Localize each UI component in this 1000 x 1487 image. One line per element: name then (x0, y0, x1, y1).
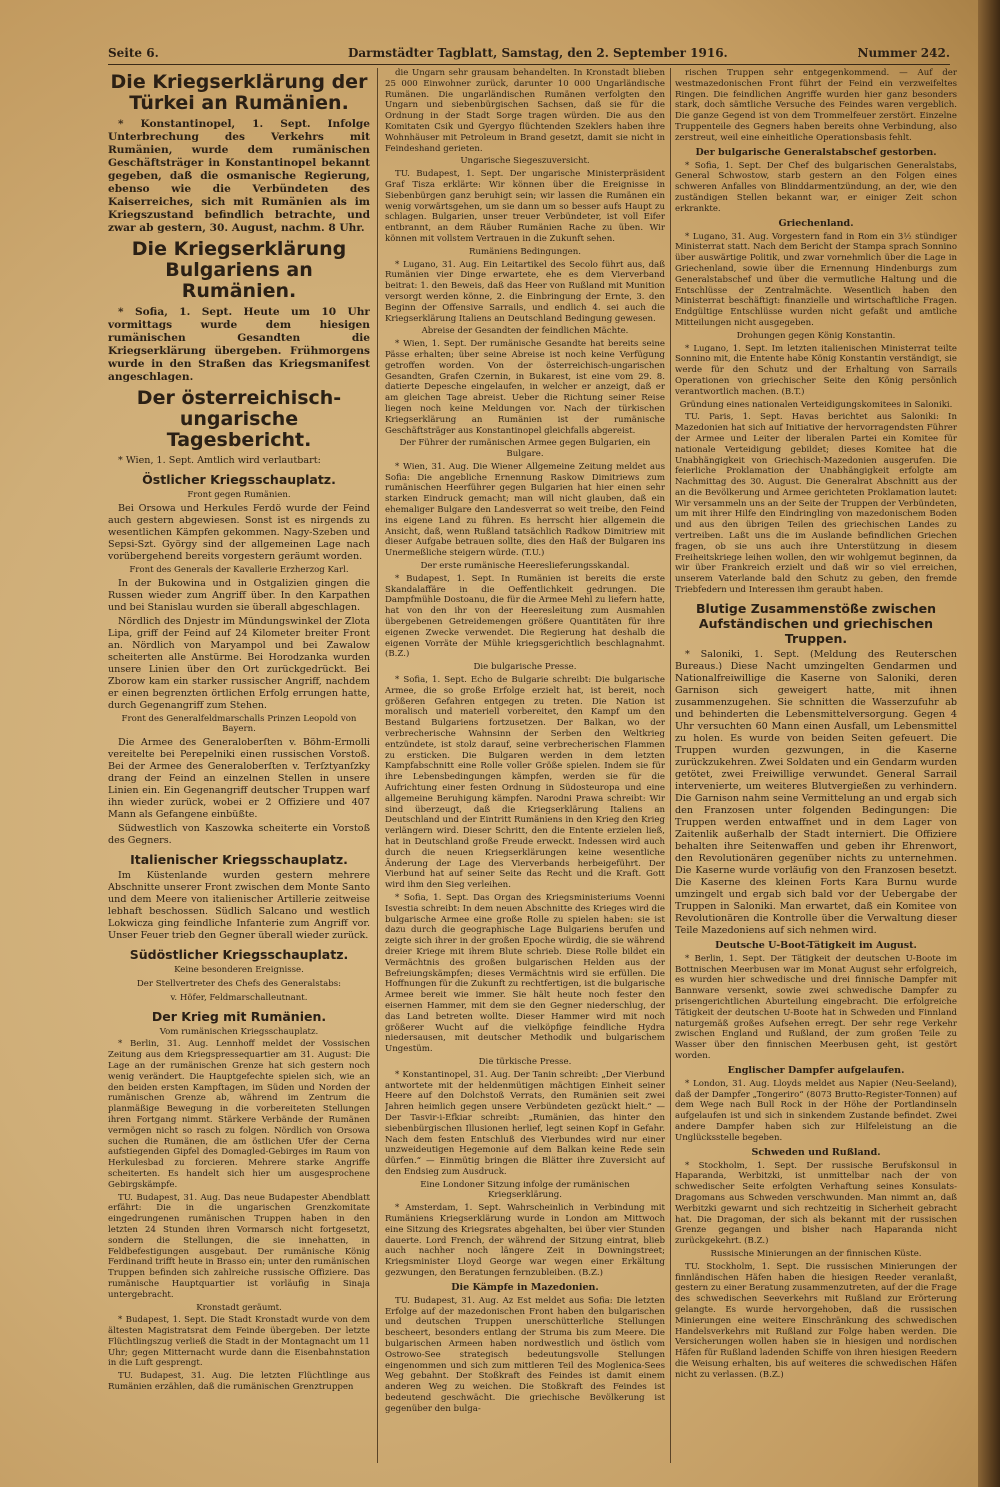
headline-steamer: Englischer Dampfer aufgelaufen. (727, 1064, 905, 1076)
headline-greece: Griechenland. (778, 217, 854, 229)
subheading: Ungarische Siegeszuversicht. (460, 156, 590, 167)
article-text: * Berlin, 1. Sept. Der Tätigkeit der deutschen U-Boote im Bottnischen Meerbusen war im Monat August sehr erfolgreich, es wurden hier schwedische und drei finnische Dampfer mit Bannware versenkt, sowie zwei schwedische Dampfer zu prisengerichtlichen Aburteilung eingebracht. Die erfolgreiche Tätigkeit der deutschen U-Boote hat in Schweden und Finnland naturgemäß großes Aufsehen erregt. Der sehr rege Verkehr zwischen England und Rußland, der zum großen Teile zu Wasser über den finnischen Meerbusen geht, ist gestört worden. (675, 953, 957, 1062)
subheading: Gründung eines nationalen Verteidigungskomitees in Saloniki. (679, 399, 953, 410)
article-text: * Wien, 31. Aug. Die Wiener Allgemeine Zeitung meldet aus Sofia: Die angebliche Ernennung Raskow Dimitriews zum rumänischen Heerführer gegen Bulgarien hat hier einen sehr starken Eindruck gemacht; man will nicht glauben, daß ein ehemaliger Bulgare den Landesverrat so weit treibe, den Feind ins eigene Land zu führen. Es herrscht hier allgemein die Ansicht, daß, wenn Rußland tatsächlich Radkow Dimitriew mit dieser Aufgabe betrauen sollte, dies den Haß der Bulgaren ins Unermeßliche steigern würde. (T.U.) (385, 461, 665, 559)
article-text: * Wien, 1. Sept. Amtlich wird verlautbart: (118, 455, 321, 466)
article-text: * Amsterdam, 1. Sept. Wahrscheinlich in Verbindung mit Rumäniens Kriegserklärung wurde in London am Mittwoch eine Sitzung des Kriegsrates abgehalten, bei über vier Stunden dauerte. Lord French, der während der Sitzung eintrat, blieb auch nachher noch längere Zeit in Downingstreet; Kriegsminister Lloyd George war wegen einer Erkältung gezwungen, den Beratungen fernzubleiben. (B.Z.) (385, 1203, 665, 1279)
article-text: * Lugano, 31. Aug. Vorgestern fand in Rom ein 3½ stündiger Ministerrat statt. Nach dem Bericht der Stampa sprach Sonnino über auswärtige Politik, und zwar vornehmlich über die Lage in Griechenland, sowie über die Ernennung Hindenburgs zum Generalstabschef und über die vermutliche Haltung und die Entschlüsse der Zentralmächte. Wesentlich haben den Ministerrat beschäftigt: finanzielle und wirtschaftliche Fragen. Endgültige Entschlüsse wurden nicht gefaßt und amtliche Mitteilungen nicht ausgegeben. (675, 231, 957, 328)
article-text: * Lugano, 1. Sept. Im letzten italienischen Ministerrat teilte Sonnino mit, die Entente habe König Konstantin verständigt, sie werde für den Schutz und der Erhaltung von Sarrails Operationen von griechischer Seite den König persönlich verantwortlich machen. (B.T.) (675, 343, 957, 397)
subheading: Front des Generalfeldmarschalls Prinzen Leopold von Bayern. (121, 713, 357, 735)
headline-turkey: Die Kriegserklärung der Türkei an Rumänien. (110, 71, 368, 114)
article-text: * London, 31. Aug. Lloyds meldet aus Napier (Neu-Seeland), daß der Dampfer „Tongeriro“ (8073 Brutto-Register-Tonnen) auf dem Wege nach Bull Rock in der Höhe der Portlandinseln aufgelaufen ist und sich in sinkendem Zustande befindet. Zwei andere Dampfer haben sich zur Hilfeleistung an die Unglücksstelle begeben. (675, 1078, 957, 1143)
article-text: TU. Budapest, 31. Aug. Das neue Budapester Abendblatt erfährt: Die in die ungarischen Grenzkomitate eingedrungenen rumänischen Truppen haben in den letzten 24 Stunden ihren Vormarsch nicht fortgesetzt, sondern die Stellungen, die sie innehatten, in Feldbefestigungen ausgebaut. Der rumänische König Ferdinand trifft heute in Brasso ein; unter den rumänischen Truppen befinden sich zahlreiche russische Offiziere. Das rumänische Hauptquartier ist vorläufig in Sinaja untergebracht. (108, 1192, 370, 1300)
headline-macedonia: Die Kämpfe in Mazedonien. (451, 1281, 599, 1293)
subheading: Front des Generals der Kavallerie Erzherzog Karl. (129, 564, 349, 575)
signature-line: Der Stellvertreter des Chefs des Generalstabs: (136, 978, 342, 989)
article-text: TU. Budapest, 31. Aug. Az Est meldet aus Sofia: Die letzten Erfolge auf der mazedonischen Front haben den bulgarischen und deutschen Truppen unerschütterliche Stellungen bescheert, besonders entlang der Struma bis zum Meere. Die bulgarischen Armeen haben nordwestlich und östlich vom Ostrowo-See strategisch bedeutungsvolle Stellungen eingenommen und sich zum mittleren Teil des Moglenica-Sees Weg gebahnt. Der Stoßkraft des Feindes ist damit einem anderen Weg zu weichen. Die Stoßkraft des Feindes ist bedeutend geschwächt. Die griechische Bevölkerung ist gegenüber den bulga- (385, 1295, 665, 1414)
subheading: Rumäniens Bedingungen. (469, 246, 581, 257)
subheading: Russische Minierungen an der finnischen Küste. (710, 1248, 922, 1259)
section-southeast: Südöstlicher Kriegsschauplatz. (129, 947, 349, 963)
article-text: * Sofia, 1. Sept. Das Organ des Kriegsministeriums Voenni Isvestia schreibt: In dem neuen Abschnitte des Krieges wird die bulgarische Armee eine große Rolle zu spielen haben: sie ist dazu durch die geographische Lage Bulgariens berufen und zeigte sich ihrer in der großen Epoche würdig, die sie während dreier Kriege mit ihrem Blute schrieb. Diese Rolle bildet ein Vermächtnis des großen bulgarischen Helden aus der Befreiungskämpfen; dieses Vermächtnis wird sie erfüllen. Die Hoffnungen für die Zukunft zu rechtfertigen, ist die bulgarische Armee bereit wie immer. Sie hält heute noch fester den eisernen Hammer, mit dem sie den Gegner niederschlug, der das Land betreten wollte. Dieser Hammer wird mit noch größerer Wucht auf die vielköpfige feindliche Hydra niedersausen, mit deutscher Methodik und bulgarischem Ungestüm. (385, 892, 665, 1055)
article-text: TU. Budapest, 1. Sept. Der ungarische Ministerpräsident Graf Tisza erklärte: Wir können über die Ereignisse in Siebenbürgen ganz beruhigt sein; wir lassen die Rumänen ein wenig vorwärtsgehen, um sie dann um so besser aufs Haupt zu schlagen. Bulgarien, unser treuer Verbündeter, ist voll Eifer entbrannt, an dem Räuber Rumänien Rache zu üben. Wir können mit vollstem Vertrauen in die Zukunft sehen. (385, 169, 665, 244)
column-1 (108, 68, 370, 1468)
page-number: Seite 6. (108, 46, 159, 60)
headline-uboat: Deutsche U-Boot-Tätigkeit im August. (715, 939, 917, 951)
subheading: Abreise der Gesandten der feindlichen Mächte. (421, 326, 629, 337)
subheading: Vom rumänischen Kriegsschauplatz. (159, 1026, 319, 1037)
article-text: * Sofia, 1. Sept. Heute um 10 Uhr vormittags wurde dem hiesigen rumänischen Gesandten die Kriegserklärung übergeben. Frühmorgens wurde in den Straßen das Kriegsmanifest angeschlagen. (108, 306, 370, 383)
article-text: Nördlich des Dnjestr im Mündungswinkel der Zlota Lipa, griff der Feind auf 24 Kilometer breiter Front an. Nördlich von Maryampol und bei Zawalow scheiterten alle Anstürme. Bei Horodzanka wurden unsere Linien über den Ort zurückgedrückt. Bei Zborow kam ein starker russischer Angriff, nachdem er einen begrenzten örtlichen Erfolg errungen hatte, durch Gegenangriff zum Stehen. (108, 615, 370, 711)
headline-chief: Der bulgarische Generalstabschef gestorben. (695, 146, 937, 158)
article-text: * Berlin, 31. Aug. Lennhoff meldet der Vossischen Zeitung aus dem Kriegspressequartier am 31. August: Die Lage an der rumänischen Grenze hat sich gestern noch wenig verändert. Die Hauptgefechte spielen sich, wie an den beiden ersten Kampftagen, im Süden und Norden der rumänischen Grenze ab, während im Zentrum die planmäßige Bewegung in die vorbereiteten Stellungen ihren Fortgang nimmt. Stärkere Verbände der Rumänen vermögen nicht so rasch zu folgen. Nördlich von Orsowa suchen die Rumänen, die am östlichen Ufer der Cerna aufstiegenden Gipfel des Domagled-Gebirges im Raum von Herkulesbad zu forcieren. Mehrere starke Angriffe scheiterten. Es handelt sich hier um ausgesprochene Gebirgskämpfe. (108, 1039, 370, 1190)
headline-clashes: Blutige Zusammenstöße zwischen Aufständischen und griechischen Truppen. (695, 600, 937, 646)
newspaper-title: Darmstädter Tagblatt, Samstag, den 2. September 1916. (348, 46, 728, 60)
subheading: Eine Londoner Sitzung infolge der rumänischen Kriegserklärung. (420, 1179, 630, 1201)
page-binding-edge (978, 0, 1000, 1487)
article-text: TU. Stockholm, 1. Sept. Die russischen Minierungen der finnländischen Häfen haben die hiesigen Reeder veranlaßt, gestern zu einer Beratung zusammenzutreten, auf der die Frage des schwedischen Seeverkehrs mit Rußland zur Erörterung gelangte. Es wurde hervorgehoben, daß die russischen Minierungen eine weitere Einschränkung des schwedischen Handelsverkehrs mit Rußland zur Folge haben werden. Die Versicherungen wollen haben sie in hiesigen und nordischen Häfen für Rußland ladenden Schiffe von ihren hiesigen Reedern die Weisung erhalten, bis auf weiteres die schwedischen Häfen nicht zu verlassen. (B.Z.) (675, 1261, 957, 1380)
section-east: Östlicher Kriegsschauplatz. (142, 472, 336, 487)
subheading: Die türkische Presse. (478, 1056, 572, 1067)
column-rule (670, 68, 671, 1463)
subheading: Drohungen gegen König Konstantin. (736, 330, 896, 341)
article-text: * Lugano, 31. Aug. Ein Leitartikel des Secolo führt aus, daß Rumänien vier Dinge erwartete, ehe es dem Vierverband beitrat: 1. den Beweis, daß das Heer von Rußland mit Munition versorgt werden könne, 2. die Einbringung der Ernte, 3. den Beginn der Offensive Sarrails, und endlich 4. sei auch die Kriegserklärung Italiens an Deutschland Bedingung gewesen. (385, 259, 665, 324)
headline-war: Der Krieg mit Rumänien. (151, 1008, 327, 1024)
section-italy: Italienischer Kriegsschauplatz. (130, 852, 348, 868)
subheading: Der erste rumänische Heereslieferungsskandal. (420, 561, 630, 572)
subheading: Der Führer der rumänischen Armee gegen Bulgarien, ein Bulgare. (399, 438, 651, 460)
article-text: Bei Orsowa und Herkules Ferdö wurde der Feind auch gestern abgewiesen. Sonst ist es nirgends zu wesentlichen Kämpfen gekommen. Nagy-Szeben und Sepsi-Szt. György sind der allgemeinen Lage nach vorübergehend bereits vorgestern geräumt worden. (108, 502, 370, 562)
article-text: TU. Paris, 1. Sept. Havas berichtet aus Saloniki: In Mazedonien hat sich auf Initiative der hervorragendsten Führer der Armee und Leiter der liberalen Partei ein Komitee für nationale Verteidigung gebildet; dieses Komitee hat die Unabhängigkeit von Griechisch-Mazedonien ausgerufen. Die feierliche Proklamation der Unabhängigkeit erfolgte am Nachmittag des 30. August. Die Generalrat Abschnitt aus der an die Bevölkerung und Armee gerichteten Proklamation lautet: Wir versammeln uns an der Seite der Truppen der Verbündeten, um mit ihrer Hilfe den Eindringling von mazedonischem Boden und aus den übrigen Teilen des griechischen Landes zu vertreiben. Laßt uns die im Auslande befindlichen Griechen fragen, ob sie uns auch ihre Unterstützung in diesem Freiheitskriege leihen wollen, den wir wohlgemut beginnen, da wir über Frankreich erzielt und daß wir so viel erreichen, unserem Vaterlande bald den Schutz zu geben, den fremde Triebfedern und Interessen ihm geraubt haben. (675, 412, 957, 596)
article-text: * Konstantinopel, 31. Aug. Der Tanin schreibt: „Der Vierbund antwortete mit der heldenmütigen mächtigen Einheit seiner Heere auf den Dolchstoß Verrats, den Rumänien seit zwei Jahren heimlich gegen unsere Verbündeten gezückt hielt.“ — Der Tasvir-i-Efkiar schreibt: „Rumänien, das hinter den siebenbürgischen Illusionen herlief, legt seinen Kopf in Gefahr. Nach dem festen Entschluß des Vierbundes wird nur einer unzweideutigen Hegemonie auf dem Balkan keine Rede sein dürfen.“ — Einmütig bringen die Blätter ihre Zuversicht auf den Endsieg zum Ausdruck. (385, 1069, 665, 1177)
column-3 (675, 68, 957, 1468)
article-text: Im Küstenlande wurden gestern mehrere Abschnitte unserer Front zwischen dem Monte Santo und dem Meere von italienischer Artillerie zeitweise lebhaft beschossen. Südlich Salcano und westlich Lokwicza ging feindliche Infanterie zum Angriff vor. Unser Feuer trieb den Gegner überall wieder zurück. (108, 870, 370, 942)
article-text: die Ungarn sehr grausam behandelten. In Kronstadt blieben 25 000 Einwohner zurück, darunter 10 000 Ungarländische Rumänen. Die ungarländischen Rumänen verfolgten den Ungarn und siebenbürgischen Sachsen, daß sie für die Ordnung in der Stadt Sorge tragen würden. Die aus den Komitaten Csik und Gyergyo flüchtenden Szeklers haben ihre Wohnhäuser mit Petroleum in Brand gesetzt, damit sie nicht in Feindeshand gerieten. (385, 68, 665, 154)
subheading: Front gegen Rumänien. (187, 490, 291, 500)
signature-name: v. Höfer, Feldmarschalleutnant. (170, 992, 308, 1003)
article-text: * Sofia, 1. Sept. Echo de Bulgarie schreibt: Die bulgarische Armee, die so große Erfolge erzielt hat, ist bereit, noch größeren Gefahren entgegen zu treten. Die Nation ist moralisch und materiell vorbereitet, den Kampf um den Bestand Bulgariens fortzusetzen. Der Balkan, wo der verbrecherische Wahnsinn der Serben den Weltkrieg entzündete, ist stolz darauf, seine verbrecherischen Flammen zu ersticken. Die Bulgaren werden in dem letzten Kampfabschnitt eine Rolle voller Größe spielen. Indem sie für ihre Lebensbedingungen kämpfen, werden sie für die Aufrichtung einer festen Ordnung in Südosteuropa und eine allgemeine Beruhigung kämpfen. Narodni Prawa schreibt: Wir sind überzeugt, daß die Kriegserklärung Italiens an Deutschland und der Eintritt Rumäniens in den Krieg den Krieg verlängern wird. Dieser Schritt, den die Entente erzielen ließ, hat in Deutschland große Freude erweckt. Indessen wird auch durch die neuen Kriegserklärungen keine wesentliche Änderung der Lage des Vierverbands herbeigeführt. Der Vierbund hat auf seiner Seite das Recht und die Kraft. Gott wird ihm den Sieg verleihen. (385, 675, 665, 891)
article-text: * Saloniki, 1. Sept. (Meldung des Reuterschen Bureaus.) Diese Nacht umzingelten Gendarmen und Nationalfreiwillige die Kaserne von Saloniki, deren Garnison sich geweigert hatte, mit ihnen zusammenzugehen. Sie schnitten die Wasserzufuhr ab und behinderten die Lebensmittelversorgung. Gegen 4 Uhr versuchten 60 Mann einen Ausfall, um Lebensmittel zu holen. Es wurde von beiden Seiten gefeuert. Die Truppen wurden gezwungen, in die Kaserne zurückzukehren. Zwei Soldaten und ein Gendarm wurden getötet, zwei Freiwillige verwundet. General Sarrail intervenierte, um weiteres Blutvergießen zu verhindern. Die Garnison nahm seine Vermittelung an und ergab sich den Franzosen unter folgenden Bedingungen: Die Truppen werden entwaffnet und in dem Lager von Zaitenlik außerhalb der Stadt interniert. Die Offiziere behalten ihre Seitenwaffen und geben ihr Ehrenwort, den Revolutionären gegenüber nichts zu unternehmen. Die Kaserne wurde vorläufig von den Franzosen besetzt. Die Kaserne des kleinen Forts Kara Burnu wurde umzingelt und ergab sich bald vor der Uebergabe der Truppen in Saloniki. Man erwartet, daß ein Komitee von Revolutionären die Kontrolle über die Verwaltung dieser Teile Mazedoniens auf sich nehmen wird. (675, 648, 957, 936)
headline-bulgaria: Die Kriegserklärung Bulgariens an Rumänien. (131, 238, 347, 302)
article-text: TU. Budapest, 31. Aug. Die letzten Flüchtlinge aus Rumänien erzählen, daß die rumänischen Grenztruppen (108, 1371, 370, 1393)
article-text: Die Armee des Generaloberſten v. Böhm-Ermolli vereitelte bei Perepelniki einen russischen Vorstoß. Bei der Armee des Generaloberſten v. Terſztyanſzky drang der Feind an einzelnen Stellen in unsere Linien ein. Ein Gegenangriff deutscher Truppen warf ihn wieder zurück, wobei er 2 Offiziere und 407 Mann als Gefangene einbüßte. (108, 737, 370, 821)
column-2 (385, 68, 665, 1468)
article-text: * Budapest, 1. Sept. Die Stadt Kronstadt wurde von dem ältesten Magistratsrat dem Feinde übergeben. Der letzte Flüchtlingszug verließ die Stadt in der Montagnacht um 11 Uhr; gegen Mitternacht wurde dann die Eisenbahnstation in die Luft gesprengt. (108, 1315, 370, 1369)
article-text: * Wien, 1. Sept. Der rumänische Gesandte hat bereits seine Pässe erhalten; über seine Abreise ist noch keine Verfügung getroffen worden. Von der österreichisch-ungarischen Gesandten, Grafen Czernin, in Bukarest, ist eine vom 29. 8. datierte Depesche eingelaufen, in welcher er anzeigt, daß er am gleichen Tage abreist. Ueber die Richtung seiner Reise liegen noch keine Meldungen vor. Nach der türkischen Kriegserklärung an Rumänien ist der rumänische Geschäftsträger aus Konstantinopel gleichfalls abgereist. (385, 339, 665, 436)
article-text: * Sofia, 1. Sept. Der Chef des bulgarischen Generalstabs, General Schwostow, starb gestern an den Folgen eines schweren Anfalles von Blinddarmentzündung, an der, wie den zuständigen Stellen bekannt war, er einiger Zeit schon erkrankte. (675, 160, 957, 214)
article-text: * Stockholm, 1. Sept. Der russische Berufskonsul in Haparanda, Werbitzki, ist unmittelbar nach der von schwedischer Seite erfolgten Verhaftung seines Konsulats-Dragomans aus Schweden verschwunden. Man nimmt an, daß Werbitzki gewarnt und sich rechtzeitig in Sicherheit gebracht hat. Die Dragoman, der sich als bekannt mit der russischen Grenze gegangen und bisher nach Haparanda nicht zurückgekehrt. (B.Z.) (675, 1160, 957, 1247)
issue-number: Nummer 242. (857, 46, 950, 60)
headline-report: Der österreichisch-ungarische Tagesbericht. (136, 387, 342, 451)
column-rule (377, 68, 378, 1463)
subheading: Die bulgarische Presse. (473, 662, 577, 673)
article-text: Südwestlich von Kaszowka scheiterte ein Vorstoß des Gegners. (108, 823, 370, 847)
article-text: * Konstantinopel, 1. Sept. Infolge Unterbrechung des Verkehrs mit Rumänien, wurde dem rumänischen Geschäftsträger in Konstantinopel bekannt gegeben, daß die osmanische Regierung, ebenso wie die Verbündeten des Kaiserreiches, sich mit Rumänien als im Kriegszustand befindlich betrachte, und zwar ab gestern, 30. August, nachm. 8 Uhr. (108, 118, 370, 234)
article-text: * Budapest, 1. Sept. In Rumänien ist bereits die erste Skandalaffäre in die Oeffentlichkeit gedrungen. Die Dampfmühle Dostoanu, die für die Armee Mehl zu liefern hatte, hat von den ihr von der Heeresleitung zum Ausmahlen übergebenen Getreidemengen größere Quantitäten für ihre eigenen Zwecke verwendet. Die Regierung hat deshalb die eigenen Vorräte der Mühle kriegsgerichtlich beschlagnahmt. (B.Z.) (385, 573, 665, 660)
page-header (108, 46, 950, 65)
headline-sweden: Schweden und Rußland. (751, 1146, 881, 1158)
article-text: Keine besonderen Ereignisse. (174, 965, 304, 976)
article-text: In der Bukowina und in Ostgalizien gingen die Russen wieder zum Angriff über. In den Karpathen und bei Stanislau wurden sie überall abgeschlagen. (108, 577, 370, 613)
subheading: Kronstadt geräumt. (196, 1302, 282, 1313)
article-text: rischen Truppen sehr entgegenkommend. — Auf der westmazedonischen Front führt der Feind ein verzweifeltes Ringen. Die feindlichen Angriffe wurden hier ganz besonders stark, doch sämtliche Versuche des Feindes waren vergeblich. Die ganze Gegend ist von dem Trommelfeuer zerstört. Einzelne Truppenteile des Gegners haben bereits ohne Verbindung, also zerstreut, weil eine einheitliche Operationsbasis fehlt. (675, 68, 957, 143)
